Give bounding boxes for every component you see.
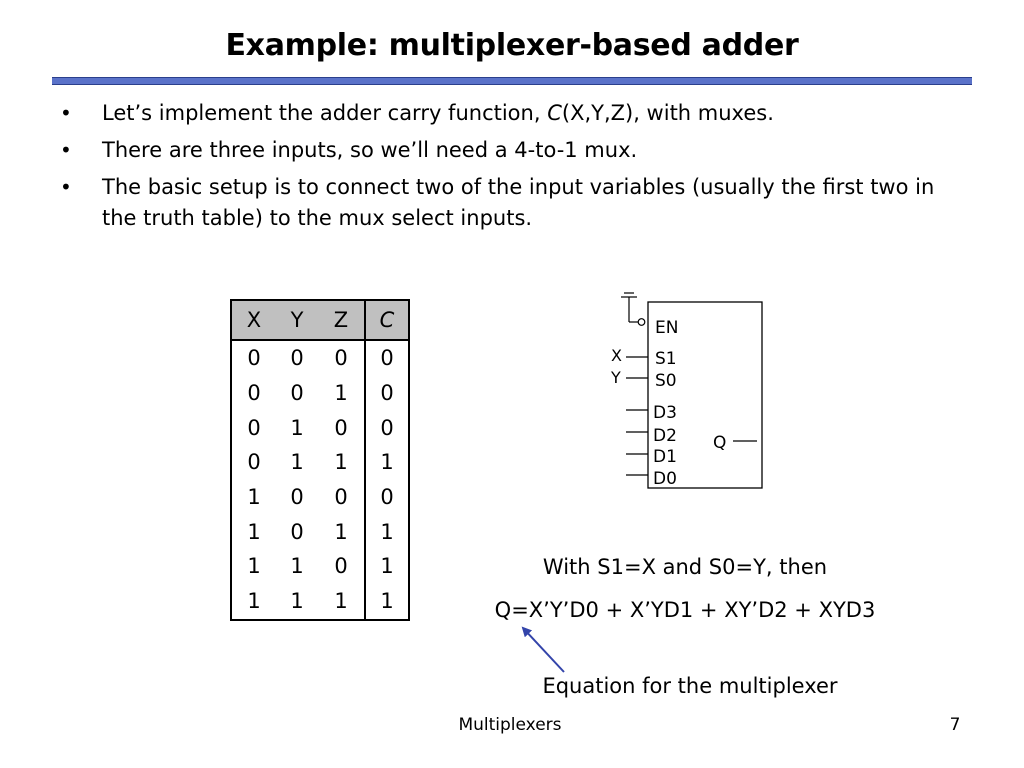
cell-c: 1 <box>365 584 409 620</box>
table-row <box>231 480 409 515</box>
bullet-icon: • <box>60 101 72 125</box>
bullet-icon: • <box>60 175 72 199</box>
cell-y: 1 <box>290 415 304 440</box>
cell-z: 0 <box>334 485 348 510</box>
bullet-item-1 <box>58 98 958 129</box>
cell-c: 1 <box>365 514 409 549</box>
bullet-item-2 <box>58 135 958 166</box>
cell-x: 1 <box>247 519 261 544</box>
mux-equation: Q=X’Y’D0 + X’YD1 + XY’D2 + XYD3 <box>494 598 876 622</box>
ground-symbol-icon <box>621 293 638 322</box>
mux-label-q: Q <box>713 433 727 453</box>
cell-z: 1 <box>334 519 348 544</box>
cell-z: 0 <box>334 415 348 440</box>
page-number: 7 <box>949 715 961 735</box>
select-input-x: X <box>611 346 622 365</box>
bullet-text: There are three inputs, so we’ll need a 4-to-1 mux. <box>102 138 638 162</box>
cell-y: 1 <box>290 450 304 475</box>
cell-c: 1 <box>365 549 409 584</box>
header-y: Y <box>276 300 318 340</box>
cell-x: 0 <box>247 450 261 475</box>
title-underline <box>52 77 972 85</box>
cell-c: 0 <box>365 480 409 515</box>
bullet-item-3 <box>58 172 958 234</box>
mux-label-d2: D2 <box>653 426 677 446</box>
cell-y: 1 <box>290 554 304 579</box>
equation-caption: Equation for the multiplexer <box>542 674 838 698</box>
bullet-text-tail: (X,Y,Z), with muxes. <box>561 101 774 125</box>
footer-label: Multiplexers <box>458 715 562 735</box>
cell-x: 1 <box>247 485 261 510</box>
cell-x: 0 <box>247 415 261 440</box>
cell-c: 1 <box>365 445 409 480</box>
equation-intro: With S1=X and S0=Y, then <box>542 555 828 579</box>
enable-bubble-icon <box>638 319 645 326</box>
truth-table <box>230 299 410 621</box>
mux-diagram <box>600 282 770 497</box>
mux-label-s0: S0 <box>655 371 677 391</box>
mux-label-d3: D3 <box>653 403 677 423</box>
cell-y: 1 <box>290 589 304 614</box>
bullet-italic: C <box>547 101 562 125</box>
table-row <box>231 514 409 549</box>
table-row <box>231 445 409 480</box>
bullet-text: The basic setup is to connect two of the input variables (usually the first two in the truth table) to the mux select inputs. <box>102 175 935 230</box>
header-x: X <box>231 300 276 340</box>
cell-z: 0 <box>334 554 348 579</box>
table-row <box>231 584 409 620</box>
cell-z: 0 <box>334 346 348 371</box>
mux-label-s1: S1 <box>655 349 677 369</box>
cell-y: 0 <box>290 381 304 406</box>
cell-z: 1 <box>334 589 348 614</box>
cell-y: 0 <box>290 519 304 544</box>
cell-c: 0 <box>365 376 409 411</box>
header-z: Z <box>318 300 365 340</box>
truth-table-header-row <box>231 300 409 340</box>
table-row <box>231 410 409 445</box>
table-row <box>231 340 409 376</box>
mux-label-d0: D0 <box>653 469 677 489</box>
header-c: C <box>365 300 409 340</box>
bullet-text: Let’s implement the adder carry function, <box>102 101 548 125</box>
arrow-icon <box>480 622 580 682</box>
table-row <box>231 549 409 584</box>
cell-x: 0 <box>247 381 261 406</box>
cell-x: 1 <box>247 589 261 614</box>
cell-z: 1 <box>334 381 348 406</box>
cell-x: 1 <box>247 554 261 579</box>
bullet-icon: • <box>60 138 72 162</box>
slide-title: Example: multiplexer-based adder <box>225 28 799 63</box>
cell-x: 0 <box>247 346 261 371</box>
bullet-list <box>58 98 958 240</box>
cell-c: 0 <box>365 340 409 376</box>
select-input-y: Y <box>611 368 621 387</box>
cell-y: 0 <box>290 346 304 371</box>
table-row <box>231 376 409 411</box>
cell-c: 0 <box>365 410 409 445</box>
mux-label-en: EN <box>655 318 679 338</box>
mux-label-d1: D1 <box>653 447 677 467</box>
cell-z: 1 <box>334 450 348 475</box>
cell-y: 0 <box>290 485 304 510</box>
